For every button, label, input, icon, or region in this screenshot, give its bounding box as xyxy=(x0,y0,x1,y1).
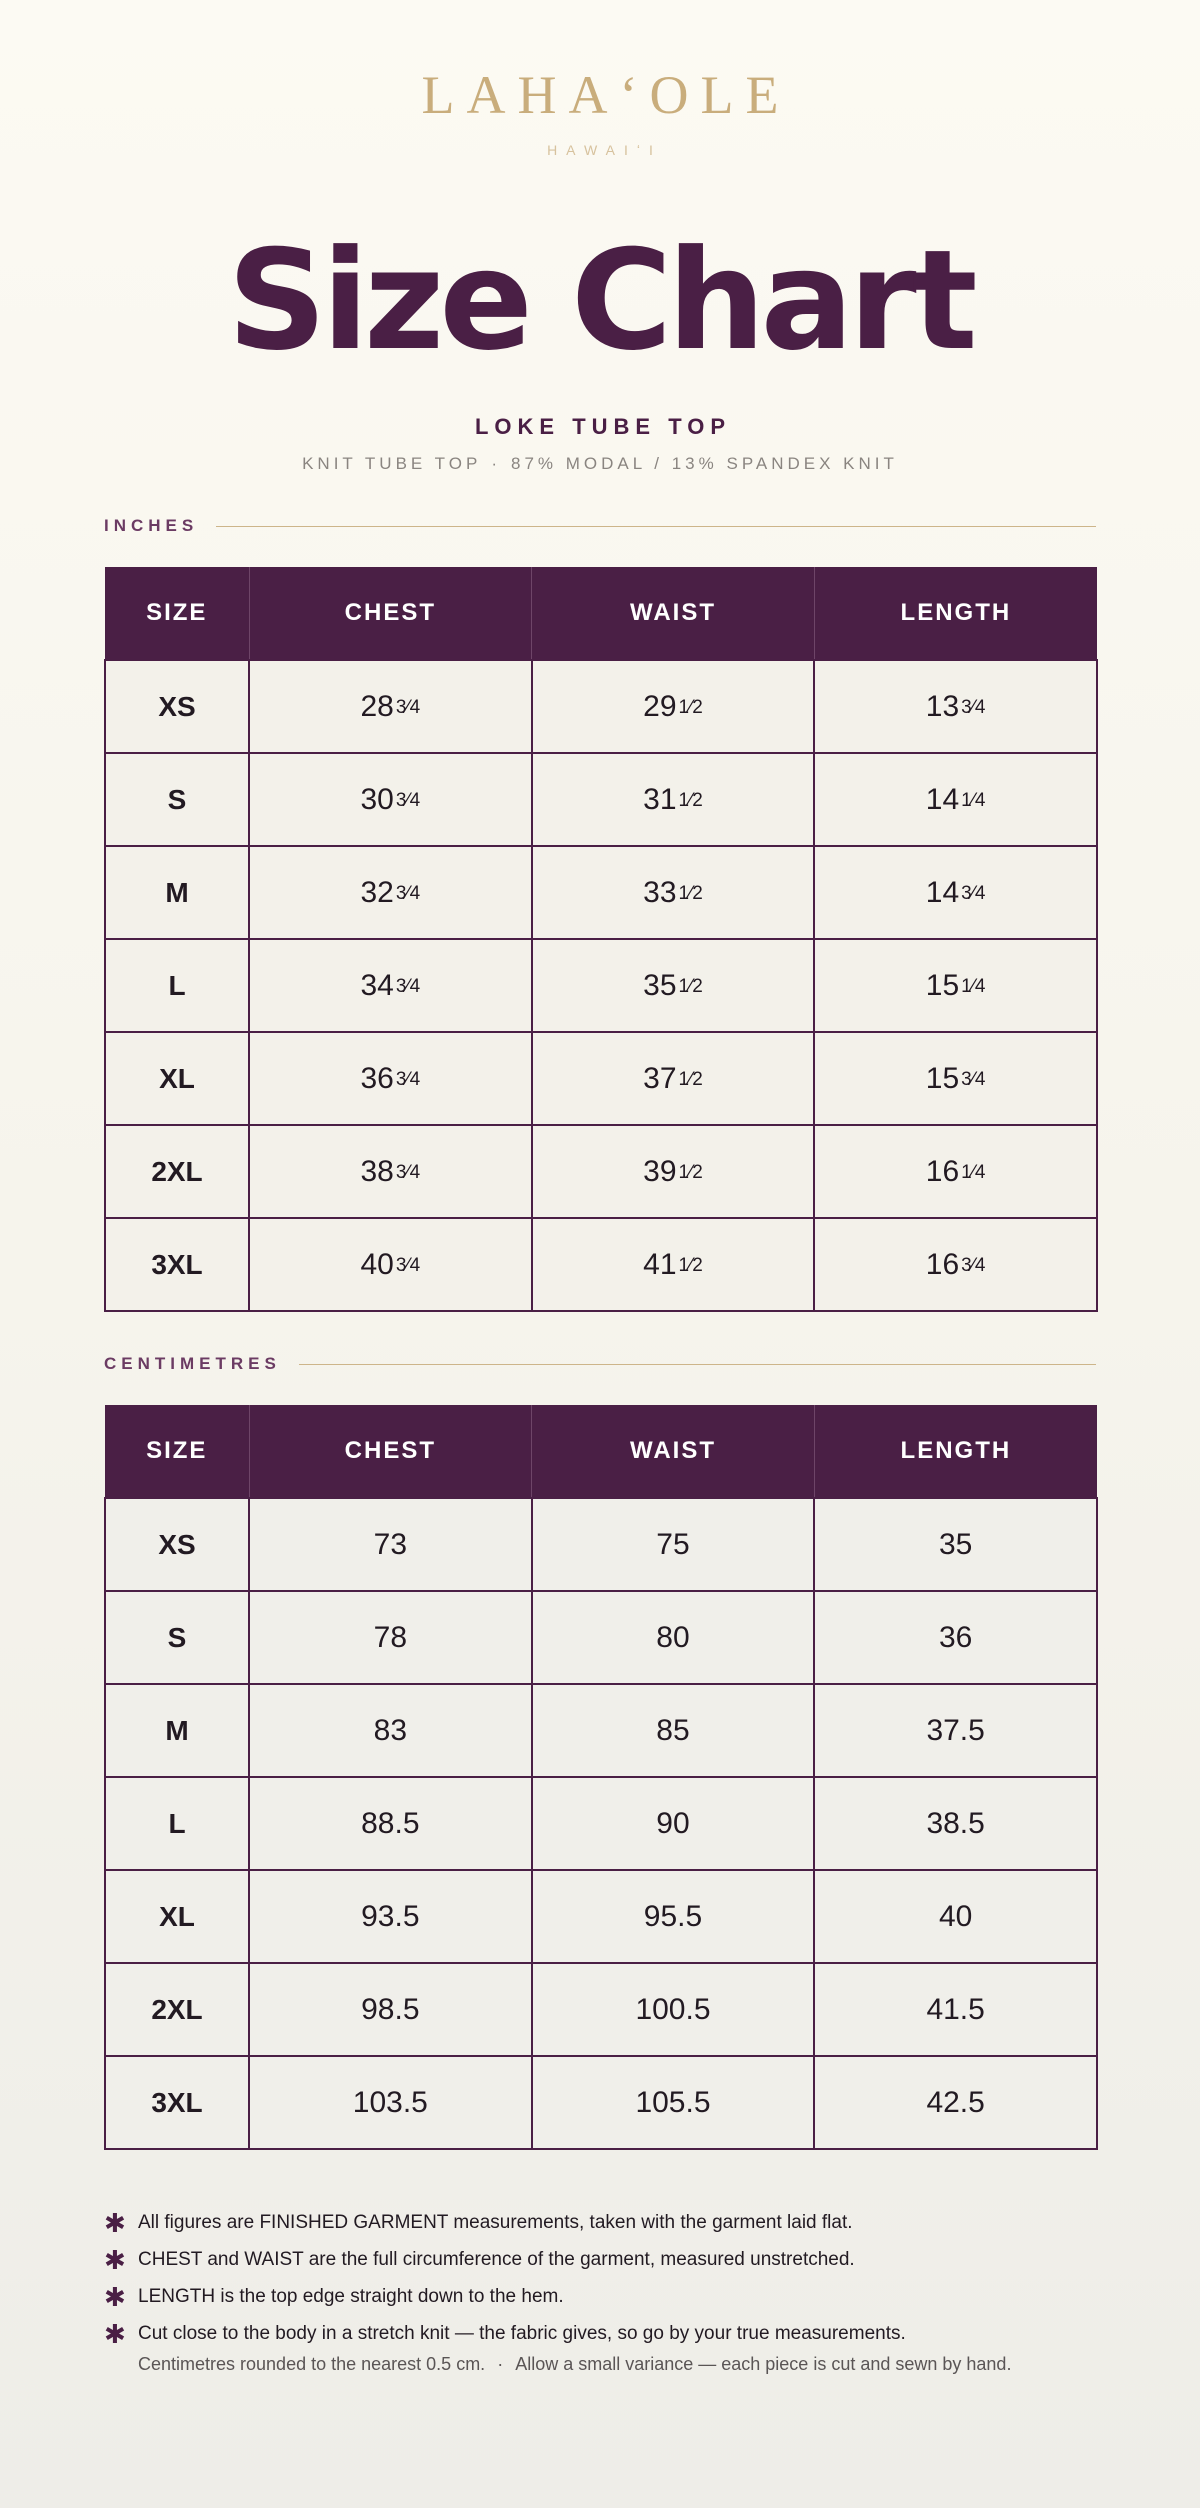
length-cell xyxy=(814,753,1097,846)
note-text: Cut close to the body in a stretch knit — the fabric gives, so go by your true measurements. xyxy=(138,2322,906,2344)
chest-fraction: 3⁄4 xyxy=(395,789,421,811)
size-cell: M xyxy=(105,1684,249,1777)
table-row xyxy=(105,1591,1097,1684)
table-row xyxy=(105,660,1097,753)
waist-fraction: 1⁄2 xyxy=(678,882,703,904)
length-cell: 36 xyxy=(814,1591,1097,1684)
table-row xyxy=(105,1870,1097,1963)
product-description xyxy=(0,454,1200,474)
chest-value: 34 xyxy=(360,968,394,1002)
length-cell xyxy=(814,1218,1097,1311)
table-row xyxy=(105,1684,1097,1777)
note-item xyxy=(104,2241,1124,2278)
brand-location: HAWAIʻI xyxy=(547,142,662,158)
size-cell: 3XL xyxy=(105,1218,249,1311)
waist-cell xyxy=(532,846,815,939)
table-row xyxy=(105,846,1097,939)
inches-section-label xyxy=(104,516,1096,536)
waist-cell: 85 xyxy=(532,1684,815,1777)
length-cell: 35 xyxy=(814,1498,1097,1591)
waist-cell xyxy=(532,939,815,1032)
table-header-row xyxy=(105,1405,1097,1498)
table-row xyxy=(105,1498,1097,1591)
length-fraction: 3⁄4 xyxy=(961,1068,986,1090)
waist-cell xyxy=(532,660,815,753)
waist-value: 41 xyxy=(643,1247,677,1281)
chest-cell: 93.5 xyxy=(249,1870,532,1963)
waist-cell xyxy=(532,1125,815,1218)
waist-cell xyxy=(532,1032,815,1125)
size-cell: S xyxy=(105,753,249,846)
chest-value: 36 xyxy=(360,1061,394,1095)
asterisk-icon: ✱ xyxy=(104,2244,126,2275)
waist-cell: 105.5 xyxy=(532,2056,815,2149)
header-chest: CHEST xyxy=(249,567,532,660)
chest-cell xyxy=(249,1032,532,1125)
chest-value: 30 xyxy=(360,782,394,816)
note-text: All figures are FINISHED GARMENT measurements, taken with the garment laid flat. xyxy=(138,2211,853,2233)
header-waist: WAIST xyxy=(532,1405,815,1498)
length-cell: 41.5 xyxy=(814,1963,1097,2056)
size-cell: S xyxy=(105,1591,249,1684)
waist-fraction: 1⁄2 xyxy=(678,1254,703,1276)
variance-note: Allow a small variance — each piece is cut and sewn by hand. xyxy=(515,2354,1012,2374)
chest-fraction: 3⁄4 xyxy=(395,1068,421,1090)
table-row xyxy=(105,939,1097,1032)
separator-dot: · xyxy=(491,454,501,473)
size-cell: XL xyxy=(105,1870,249,1963)
chest-fraction: 3⁄4 xyxy=(395,975,421,997)
chest-cell: 83 xyxy=(249,1684,532,1777)
chest-cell xyxy=(249,753,532,846)
chest-cell xyxy=(249,1125,532,1218)
length-fraction: 1⁄4 xyxy=(961,1161,986,1183)
chest-fraction: 3⁄4 xyxy=(395,1254,421,1276)
length-fraction: 3⁄4 xyxy=(961,1254,986,1276)
size-cell: XS xyxy=(105,1498,249,1591)
table-row xyxy=(105,1032,1097,1125)
waist-cell: 75 xyxy=(532,1498,815,1591)
length-value: 14 xyxy=(925,782,960,816)
inches-label: INCHES xyxy=(104,516,199,535)
length-cell: 37.5 xyxy=(814,1684,1097,1777)
size-cell: L xyxy=(105,939,249,1032)
table-row xyxy=(105,1218,1097,1311)
note-item xyxy=(104,2204,1124,2241)
size-cell: M xyxy=(105,846,249,939)
inches-table xyxy=(104,567,1098,1312)
waist-cell: 100.5 xyxy=(532,1963,815,2056)
header-length: LENGTH xyxy=(814,567,1097,660)
notes-section xyxy=(104,2204,1124,2375)
length-fraction: 3⁄4 xyxy=(961,882,986,904)
waist-cell: 95.5 xyxy=(532,1870,815,1963)
size-cell: 3XL xyxy=(105,2056,249,2149)
size-cell: L xyxy=(105,1777,249,1870)
chest-cell xyxy=(249,846,532,939)
length-cell xyxy=(814,1032,1097,1125)
header-chest: CHEST xyxy=(249,1405,532,1498)
product-name: LOKE TUBE TOP xyxy=(474,414,732,439)
chest-value: 28 xyxy=(360,689,394,723)
length-cell: 40 xyxy=(814,1870,1097,1963)
waist-fraction: 1⁄2 xyxy=(678,975,703,997)
chest-fraction: 3⁄4 xyxy=(395,882,421,904)
brand-logo xyxy=(0,64,1200,158)
centimetres-section-label xyxy=(104,1354,1096,1374)
length-cell: 42.5 xyxy=(814,2056,1097,2149)
chest-cell xyxy=(249,660,532,753)
length-cell xyxy=(814,660,1097,753)
rounding-note: Centimetres rounded to the nearest 0.5 cm. xyxy=(138,2354,486,2374)
chest-cell: 103.5 xyxy=(249,2056,532,2149)
chest-cell: 73 xyxy=(249,1498,532,1591)
note-item xyxy=(104,2278,1124,2315)
footer-note xyxy=(138,2354,1124,2375)
note-item xyxy=(104,2315,1124,2352)
fabric-composition: 87% MODAL / 13% SPANDEX KNIT xyxy=(510,454,898,473)
table-row xyxy=(105,2056,1097,2149)
asterisk-icon: ✱ xyxy=(104,2318,126,2349)
chest-cell: 88.5 xyxy=(249,1777,532,1870)
length-fraction: 1⁄4 xyxy=(961,975,986,997)
waist-fraction: 1⁄2 xyxy=(678,696,703,718)
waist-value: 37 xyxy=(643,1061,677,1095)
waist-value: 31 xyxy=(643,782,677,816)
waist-value: 35 xyxy=(643,968,677,1002)
waist-value: 39 xyxy=(643,1154,677,1188)
length-value: 16 xyxy=(925,1247,960,1281)
length-cell xyxy=(814,939,1097,1032)
product-type: KNIT TUBE TOP xyxy=(302,454,482,473)
waist-cell xyxy=(532,753,815,846)
waist-value: 29 xyxy=(643,689,677,723)
chest-fraction: 3⁄4 xyxy=(395,1161,421,1183)
section-divider xyxy=(299,1364,1096,1365)
table-header-row xyxy=(105,567,1097,660)
header-waist: WAIST xyxy=(532,567,815,660)
length-value: 14 xyxy=(925,875,960,909)
separator-dot: · xyxy=(497,2354,504,2374)
length-fraction: 1⁄4 xyxy=(961,789,986,811)
page-title: Size Chart xyxy=(227,220,973,381)
waist-fraction: 1⁄2 xyxy=(678,1068,703,1090)
size-cell: XL xyxy=(105,1032,249,1125)
chest-cell: 78 xyxy=(249,1591,532,1684)
centimetres-label: CENTIMETRES xyxy=(104,1354,281,1373)
chest-cell xyxy=(249,1218,532,1311)
length-value: 16 xyxy=(925,1154,960,1188)
header-size: SIZE xyxy=(105,1405,249,1498)
brand-name: LAHAʻOLE xyxy=(421,65,791,125)
asterisk-icon: ✱ xyxy=(104,2281,126,2312)
size-cell: 2XL xyxy=(105,1125,249,1218)
table-row xyxy=(105,1963,1097,2056)
chest-value: 40 xyxy=(360,1247,394,1281)
note-text: CHEST and WAIST are the full circumference of the garment, measured unstretched. xyxy=(138,2248,855,2270)
waist-fraction: 1⁄2 xyxy=(678,1161,703,1183)
waist-cell: 90 xyxy=(532,1777,815,1870)
length-value: 13 xyxy=(925,689,960,723)
size-cell: 2XL xyxy=(105,1963,249,2056)
chest-cell xyxy=(249,939,532,1032)
header-length: LENGTH xyxy=(814,1405,1097,1498)
chest-fraction: 3⁄4 xyxy=(395,696,421,718)
length-cell xyxy=(814,846,1097,939)
table-row xyxy=(105,753,1097,846)
note-text: LENGTH is the top edge straight down to the hem. xyxy=(138,2285,564,2307)
length-value: 15 xyxy=(925,1061,960,1095)
table-row xyxy=(105,1777,1097,1870)
section-divider xyxy=(216,526,1096,527)
waist-cell xyxy=(532,1218,815,1311)
size-cell: XS xyxy=(105,660,249,753)
waist-fraction: 1⁄2 xyxy=(678,789,703,811)
length-fraction: 3⁄4 xyxy=(961,696,986,718)
waist-cell: 80 xyxy=(532,1591,815,1684)
table-row xyxy=(105,1125,1097,1218)
chest-value: 38 xyxy=(360,1154,394,1188)
asterisk-icon: ✱ xyxy=(104,2207,126,2238)
centimetres-table xyxy=(104,1405,1098,2150)
length-cell: 38.5 xyxy=(814,1777,1097,1870)
length-value: 15 xyxy=(925,968,960,1002)
header-size: SIZE xyxy=(105,567,249,660)
chest-cell: 98.5 xyxy=(249,1963,532,2056)
length-cell xyxy=(814,1125,1097,1218)
chest-value: 32 xyxy=(360,875,394,909)
waist-value: 33 xyxy=(643,875,677,909)
